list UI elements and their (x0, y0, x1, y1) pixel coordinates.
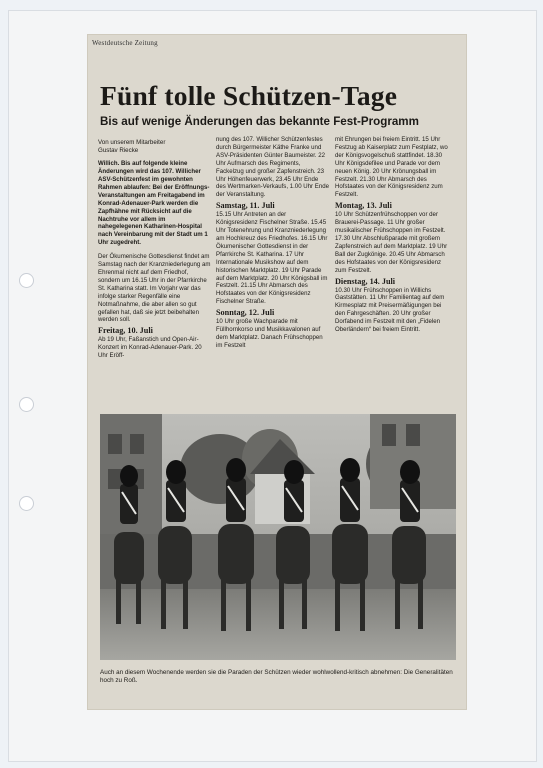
article-column-2 (216, 136, 329, 350)
day-text-tuesday: 10.30 Uhr Frühschoppen in Willichs Gaststätten. 11 Uhr Familientag auf dem Kirmesplatz mit Preisermäßigungen bei den Fahrgeschäften. 20 Uhr großer Dorfabend im Festzelt mit den „Fidelen Oberländern“ bei freiem Eintritt. (335, 286, 445, 334)
newspaper-clipping (88, 35, 466, 709)
body-paragraph: mit Ehrungen bei freiem Eintritt. 15 Uhr Festzug ab Kaiserplatz zum Festplatz, wo der Königsvogelschuß stattfindet. 18.30 Uhr Königsdefilee und Parade vor dem neuen König. 20 Uhr Krönungsball im Festzelt. 21.30 Uhr Abmarsch des Hofstaates von der Königsresidenz zum Festzelt. (335, 136, 448, 199)
subheadline: Bis auf wenige Änderungen das bekannte Fest-Programm (100, 115, 419, 128)
byline (98, 139, 211, 154)
parade-photo (100, 414, 456, 660)
day-heading-monday: Montag, 13. Juli (335, 201, 392, 211)
punch-hole-bottom (19, 496, 34, 511)
photo-illustration (100, 414, 456, 660)
masthead: Westdeutsche Zeitung (92, 39, 158, 47)
day-text-friday: Ab 19 Uhr, Faßanstich und Open-Air-Konzert im Konrad-Adenauer-Park. 20 Uhr Eröff- (98, 336, 202, 360)
article-column-1 (98, 139, 211, 360)
photo-caption: Auch an diesem Wochenende werden sie die Paraden der Schützen wieder wohlwollend-kritisch abnehmen: Die Generalitäten hoch zu Roß. (100, 669, 453, 685)
day-text-saturday: 15.15 Uhr Antreten an der Königsresidenz Fischelner Straße. 15.45 Uhr Totenehrung und Kranzniederlegung am Hochkreuz des Friedhofes. 16.15 Uhr Ökumenischer Gottesdienst in der Pfarrkirche St. Katharina. 17 Uhr Internationale Musikshow auf dem historischen Marktplatz. 19 Uhr Parade auf dem Marktplatz. 20 Uhr Königsball im Festzelt. 21.15 Uhr Abmarsch des Hofstaates von der Königsresidenz Fischelner Straße. (216, 211, 328, 306)
byline-line-2: Gustav Riecke (98, 146, 139, 154)
body-paragraph: Der Ökumenische Gottesdienst findet am Samstag nach der Kranzniederlegung am Ehrenmal nicht auf dem Friedhof, sondern um 16.15 Uhr in der Pfarrkirche St. Katharina statt. Im Vorjahr war das infolge starker Regenfälle eine Notmaßnahme, die aber allen so gut gefallen hat, daß sie jetzt beibehalten werden soll. (98, 253, 211, 324)
punch-hole-middle (19, 397, 34, 412)
byline-line-1: Von unserem Mitarbeiter (98, 139, 166, 146)
day-heading-friday: Freitag, 10. Juli (98, 326, 153, 336)
headline: Fünf tolle Schützen-Tage (100, 80, 398, 111)
day-heading-tuesday: Dienstag, 14. Juli (335, 276, 396, 286)
day-heading-saturday: Samstag, 11. Juli (216, 201, 275, 211)
clipping-paper (92, 39, 462, 705)
day-heading-sunday: Sonntag, 12. Juli (216, 308, 275, 318)
article-column-3 (335, 136, 450, 334)
lead-paragraph: Willich. Bis auf folgende kleine Änderungen wird das 107. Willicher ASV-Schützenfest im gewohnten Rahmen ablaufen: Bei der Eröffnungs-Veranstaltungen am Freitagabend im Konrad-Adenauer-Park werden die Zapfhähne mit Rücksicht auf die Nachtruhe vor allem im nahegelegenen Katharinen-Hospital nach Vereinbarung mit der Stadt um 1 Uhr zugedreht. (98, 160, 210, 247)
body-paragraph: nung des 107. Willicher Schützenfestes durch Bürgermeister Käthe Franke und ASV-Präsidenten Günter Baumeister. 22 Uhr Aufmarsch des Regiments, Fackelzug und großer Zapfenstreich. 23 Uhr Höhenfeuerwerk, 23.45 Uhr Ende des Wertmarken-Verkaufs, 1.00 Uhr Ende der Veranstaltung. (216, 136, 330, 199)
punch-hole-top (19, 273, 34, 288)
day-text-monday: 10 Uhr Schützenfrühschoppen vor der Brauerei-Passage. 11 Uhr großer musikalischer Frühschoppen im Festzelt. 17.30 Uhr Abschlußparade mit großem Zapfenstreich auf dem Marktplatz. 19 Uhr Ball der Zugkönige. 20.45 Uhr Abmarsch des Hofstaates von der Königsresidenz zum Festzelt. (335, 211, 448, 274)
day-text-sunday: 10 Uhr große Wachparade mit Füllhornkorso und Musikkavalonen auf dem Marktplatz. Danach Frühschoppen im Festzelt (216, 318, 323, 349)
